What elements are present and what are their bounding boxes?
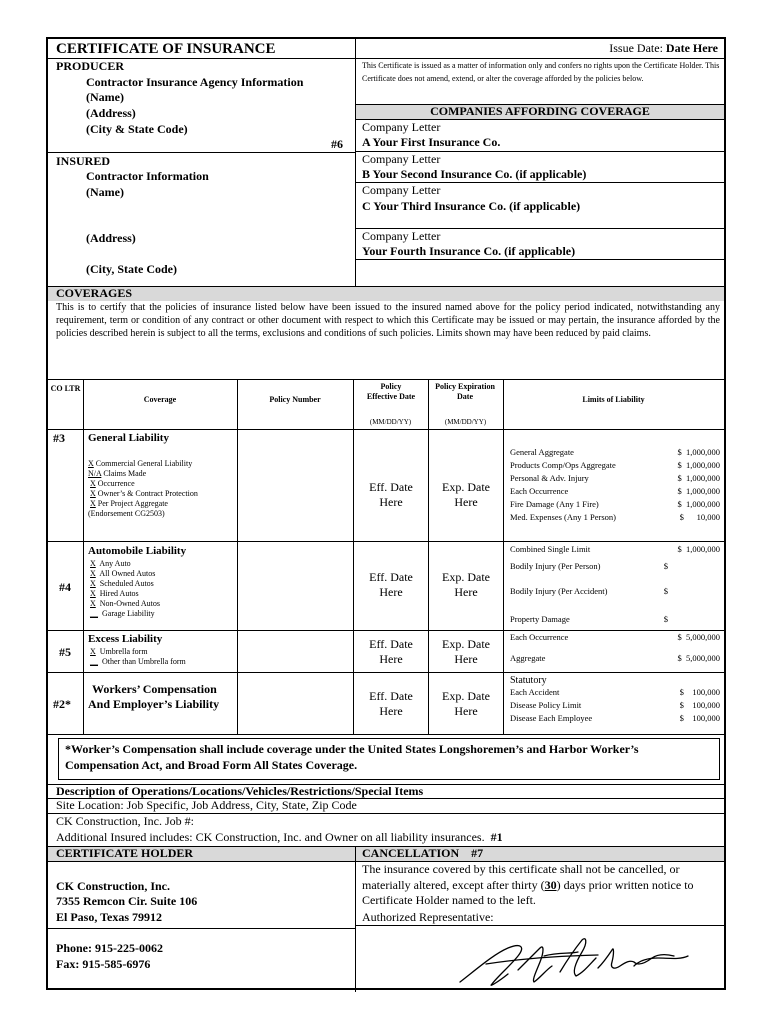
limit-row: Med. Expenses (Any 1 Person) $ 10,000 (510, 512, 720, 522)
limit-row: Disease Each Employee $ 100,000 (510, 713, 720, 723)
holder-label: CERTIFICATE HOLDER (56, 846, 194, 860)
holder-phone: Phone: 915-225-0062 (56, 941, 163, 955)
holder-address-1: 7355 Remcon Cir. Suite 106 (56, 894, 198, 908)
description-marker: #1 (490, 830, 503, 844)
cancellation-days: 30 (544, 877, 557, 892)
limit-row: Bodily Injury (Per Accident) $ (510, 586, 668, 596)
company-letter-label: Company Letter (362, 229, 441, 243)
limit-row: Aggregate $ 5,000,000 (510, 653, 720, 663)
gl-exp-date: Exp. Date Here (442, 480, 490, 509)
excess-ltr: #5 (59, 645, 71, 659)
gl-option: X Commercial General Liability (88, 459, 193, 468)
limit-row: General Aggregate $ 1,000,000 (510, 447, 720, 457)
excess-limits (510, 632, 720, 672)
authorized-rep-label: Authorized Representative: (362, 910, 494, 924)
company-a: A Your First Insurance Co. (362, 135, 501, 149)
company-letter-label: Company Letter (362, 120, 441, 134)
issue-date-value: Date Here (665, 41, 718, 55)
cancellation-text: The insurance covered by this certificate shall not be cancelled, or materially altered, except after thirty (30) days prior written notice to Certificate Holder named to the left. (362, 862, 694, 907)
col-limits: Limits of Liability (582, 395, 645, 404)
coverages-title: COVERAGES (56, 286, 133, 300)
producer-line: (City & State Code) (86, 122, 188, 136)
excess-title: Excess Liability (88, 633, 163, 645)
cancellation-marker: #7 (471, 846, 484, 860)
limit-row: Personal & Adv. Injury $ 1,000,000 (510, 473, 720, 483)
wc-limits (510, 687, 720, 727)
excess-option: X Umbrella form (90, 647, 148, 656)
description-job: CK Construction, Inc. Job #: (56, 814, 194, 828)
wc-eff-date: Eff. Date Here (369, 689, 413, 718)
gl-ltr: #3 (53, 431, 65, 445)
company-b: B Your Second Insurance Co. (if applicable) (362, 167, 587, 181)
excess-eff-date: Eff. Date Here (369, 637, 413, 666)
auto-ltr: #4 (59, 580, 71, 594)
wc-title-2: And Employer’s Liability (88, 697, 220, 711)
insured-line: (Name) (86, 185, 124, 199)
col-exp-format: (MM/DD/YY) (444, 418, 487, 426)
insured-line: Contractor Information (86, 169, 209, 183)
coverages-text: This is to certify that the policies of insurance listed below have been issued to the insured named above for the policy period indicated, notwithstanding any requirement, term or condition of any contract or other document with respect to which this Certificate may be issued or may pertain, the insurance afforded by the policies described herein is subject to all the terms, exclusions and conditions of such policies. Limits shown may have been reduced by paid claims. (56, 302, 720, 339)
col-policy-number: Policy Number (269, 395, 321, 404)
auto-option: X Hired Autos (90, 589, 139, 598)
producer-line: (Name) (86, 90, 124, 104)
gl-option: X Owner’s & Contract Protection (90, 489, 198, 498)
company-d: Your Fourth Insurance Co. (if applicable) (362, 244, 576, 258)
limit-row: Products Comp/Ops Aggregate $ 1,000,000 (510, 460, 720, 470)
wc-statutory: Statutory (510, 675, 547, 686)
auto-option: __ Garage Liability (90, 609, 155, 618)
company-letter-label: Company Letter (362, 152, 441, 166)
certificate-notice: This Certificate is issued as a matter of information only and confers no rights upon the Certificate Holder. This Certificate does not amend, extend, or alter the coverage afforded by the policies below. (362, 61, 720, 83)
gl-endorsement: (Endorsement CG2503) (88, 509, 165, 518)
wc-ltr: #2* (53, 697, 71, 711)
insured-line: (City, State Code) (86, 262, 177, 276)
description-site: Site Location: Job Specific, Job Address, City, State, Zip Code (56, 798, 357, 812)
gl-option: N/A Claims Made (88, 469, 147, 478)
auto-options (90, 559, 236, 619)
col-exp-date: Policy Expiration Date (435, 382, 495, 401)
auto-option: X Scheduled Autos (90, 579, 154, 588)
wc-note: *Worker’s Compensation shall include coverage under the United States Longshoremen’s and Harbor Worker’s Compensation Act, and Broad Form All States Coverage. (65, 742, 639, 772)
cancellation-label: CANCELLATION #7 (362, 846, 484, 860)
auto-limits (510, 544, 720, 630)
col-eff-date: Policy Effective Date (366, 382, 416, 401)
holder-name: CK Construction, Inc. (56, 879, 171, 893)
col-eff-format: (MM/DD/YY) (369, 418, 412, 426)
gl-eff-date: Eff. Date Here (369, 480, 413, 509)
auto-exp-date: Exp. Date Here (442, 570, 490, 599)
wc-note-box (58, 738, 720, 780)
producer-marker: #6 (331, 137, 343, 151)
companies-title: COMPANIES AFFORDING COVERAGE (430, 104, 650, 118)
gl-title: General Liability (88, 432, 169, 444)
auto-eff-date: Eff. Date Here (369, 570, 413, 599)
issue-date (609, 41, 718, 56)
excess-exp-date: Exp. Date Here (442, 637, 490, 666)
company-letter-label: Company Letter (362, 183, 441, 197)
description-title: Description of Operations/Locations/Vehicles/Restrictions/Special Items (56, 784, 424, 798)
holder-fax: Fax: 915-585-6976 (56, 957, 151, 971)
limit-row: Each Occurrence $ 1,000,000 (510, 486, 720, 496)
auto-title: Automobile Liability (88, 545, 187, 557)
gl-option: X Occurrence (90, 479, 135, 488)
company-c: C Your Third Insurance Co. (if applicable) (362, 199, 581, 213)
limit-row: Each Accident $ 100,000 (510, 687, 720, 697)
certificate-title: CERTIFICATE OF INSURANCE (56, 41, 276, 57)
auto-option: X All Owned Autos (90, 569, 156, 578)
limit-row: Bodily Injury (Per Person) $ (510, 561, 668, 571)
limit-row: Combined Single Limit $ 1,000,000 (510, 544, 720, 554)
insured-label: INSURED (56, 154, 111, 168)
producer-line: (Address) (86, 106, 136, 120)
limit-row: Each Occurrence $ 5,000,000 (510, 632, 720, 642)
wc-exp-date: Exp. Date Here (442, 689, 490, 718)
limit-row: Disease Policy Limit $ 100,000 (510, 700, 720, 710)
auto-option: X Any Auto (90, 559, 131, 568)
excess-options (90, 647, 236, 667)
gl-option: X Per Project Aggregate (90, 499, 168, 508)
limit-row: Property Damage $ (510, 614, 668, 624)
limit-row: Fire Damage (Any 1 Fire) $ 1,000,000 (510, 499, 720, 509)
signature (448, 932, 708, 988)
certificate-form (46, 37, 726, 990)
producer-line: Contractor Insurance Agency Information (86, 75, 304, 89)
description-additional: Additional Insured includes: CK Construction, Inc. and Owner on all liability insurances. #1 (56, 830, 503, 844)
excess-option: __ Other than Umbrella form (90, 657, 186, 666)
holder-address-2: El Paso, Texas 79912 (56, 910, 163, 924)
gl-options (88, 459, 234, 519)
insured-line: (Address) (86, 231, 136, 245)
producer-label: PRODUCER (56, 59, 124, 73)
col-coverage: Coverage (143, 395, 177, 404)
issue-date-label: Issue Date: (609, 41, 663, 55)
auto-option: X Non-Owned Autos (90, 599, 160, 608)
col-co-ltr: CO LTR (50, 384, 81, 393)
wc-title: Workers’ Compensation (92, 682, 217, 696)
gl-limits (510, 447, 720, 527)
